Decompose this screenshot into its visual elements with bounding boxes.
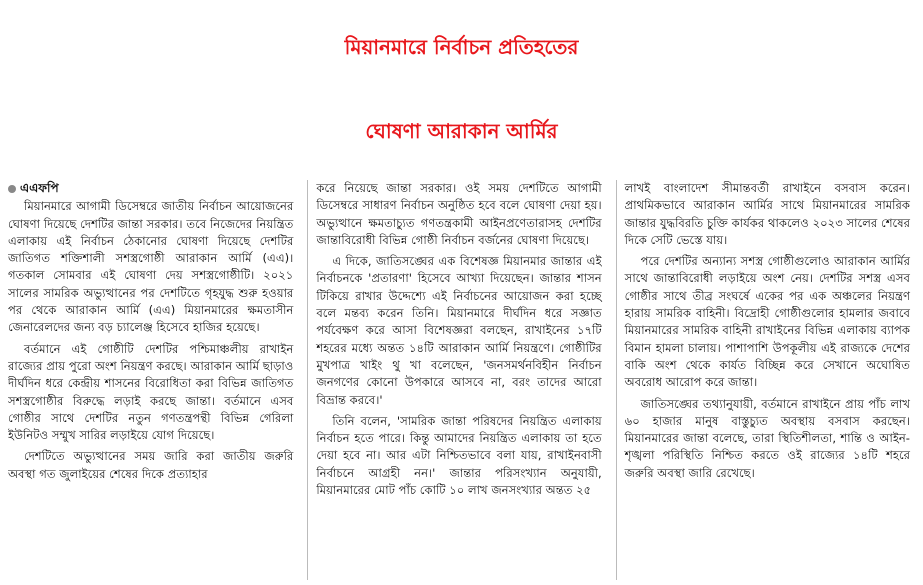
paragraph: দেশটিতে অভ্যুত্থানের সময় জারি করা জাতীয় জরুরি অবস্থা গত জুলাইয়ের শেষের দিকে প্রত্যাহার — [8, 449, 294, 481]
news-agency-label: এএফপি — [20, 181, 59, 195]
article-column-3 — [616, 180, 916, 580]
headline-line-2: ঘোষণা আরাকান আর্মির — [365, 119, 558, 143]
paragraph: করে নিয়েছে জান্তা সরকার। ওই সময় দেশটিতে আগামী ডিসেম্বরে সাধারণ নির্বাচন অনুষ্ঠিত হবে বলে ঘোষণা দেয়া হয়। অভ্যুত্থানে ক্ষমতাচ্যুত গণতন্ত্রকামী আইনপ্রণেতারাসহ দেশটির জান্তাবিরোধী বিভিন্ন গোষ্ঠী নির্বাচন বর্জনের ঘোষণা দিয়েছে। — [316, 181, 602, 247]
article-column-2 — [307, 180, 607, 580]
bullet-icon — [8, 185, 16, 193]
news-agency — [8, 180, 293, 197]
paragraph: বর্তমানে এই গোষ্ঠীটি দেশটির পশ্চিমাঞ্চলীয় রাখাইন রাজ্যের প্রায় পুরো অংশ নিয়ন্ত্রণ করছে। আরাকান আর্মি ছাড়াও দীর্ঘদিন ধরে কেন্দ্রীয় শাসনের বিরোধিতা করা বিভিন্ন জাতিগত সশস্ত্রগোষ্ঠীর বিরুদ্ধে লড়াই করছে জান্তা। বর্তমানে এসব গোষ্ঠীর সাথে দেশটির নতুন গণতন্ত্রপন্থী বিভিন্ন গেরিলা ইউনিটও সম্মুখ সারির লড়াইয়ে যোগ দিয়েছে। — [8, 341, 294, 443]
article-column-1 — [8, 180, 299, 580]
paragraph: জাতিসঙ্ঘের তথ্যানুযায়ী, বর্তমানে রাখাইনে প্রায় পাঁচ লাখ ৬০ হাজার মানুষ বাস্তুচ্যুত অবস্থায় বসবাস করছেন। মিয়ানমারের জান্তা বলেছে, তারা স্থিতিশীলতা, শান্তি ও আইন-শৃঙ্খলা পরিস্থিতি নিশ্চিত করতে ওই রাজ্যের ১৪টি শহরে জরুরি অবস্থা জারি রেখেছে। — [624, 396, 910, 480]
paragraph: মিয়ানমারে আগামী ডিসেম্বরে জাতীয় নির্বাচন আয়োজনের ঘোষণা দিয়েছে দেশটির জান্তা সরকার। তবে নিজেদের নিয়ন্ত্রিত এলাকায় এই নির্বাচন ঠেকানোর ঘোষণা দিয়েছে দেশটির জাতিগত শক্তিশালী সশস্ত্রগোষ্ঠী আরাকান আর্মি (এএ)। গতকাল সোমবার এই ঘোষণা দেয় সশস্ত্রগোষ্ঠীটি। ২০২১ সালের সামরিক অভ্যুত্থানের পর দেশটিতে গৃহযুদ্ধ শুরু হওয়ার পর থেকে আরাকান আর্মি (এএ) মিয়ানমারের ক্ষমতাসীন জেনারেলদের জন্য বড় চ্যালেঞ্জ হিসেবে হাজির হয়েছে। — [8, 199, 294, 335]
paragraph: এ দিকে, জাতিসঙ্ঘের এক বিশেষজ্ঞ মিয়ানমার জান্তার এই নির্বাচনকে 'প্রতারণা' হিসেবে আখ্যা দিয়েছেন। জান্তার শাসন টিকিয়ে রাখার উদ্দেশ্যে এই নির্বাচনের আয়োজন করা হচ্ছে বলে মন্তব্য করেন তিনি। মিয়ানমারে দীর্ঘদিন ধরে সজ্ঞাত পর্যবেক্ষণ করে আসা বিশেষজ্ঞরা বলছেন, রাখাইনের ১৭টি শহরের মধ্যে অন্তত ১৪টি আরাকান আর্মি নিয়ন্ত্রণে। গোষ্ঠীটির মুখপাত্র খাইং থু খা বলেছেন, 'জনসমর্থনবিহীন নির্বাচন জনগণের কোনো উপকারে আসবে না, বরং তাদের আরো বিভ্রান্ত করবে।' — [316, 254, 602, 407]
paragraph: লাখই বাংলাদেশ সীমান্তবর্তী রাখাইনে বসবাস করেন। প্রাথমিকভাবে আরাকান আর্মির সাথে মিয়ানমারের সামরিক জান্তার যুদ্ধবিরতি চুক্তি কার্যকর থাকলেও ২০২৩ সালের শেষের দিকে সেটি ভেস্তে যায়। — [624, 181, 910, 247]
paragraph: পরে দেশটির অন্যান্য সশস্ত্র গোষ্ঠীগুলোও আরাকান আর্মির সাথে জান্তাবিরোধী লড়াইয়ে অংশ নেয়। দেশটির সশস্ত্র এসব গোষ্ঠীর সাথে তীব্র সংঘর্ষে একের পর এক অঞ্চলের নিয়ন্ত্রণ হারায় সামরিক বাহিনী। বিদ্রোহী গোষ্ঠীগুলোর হামলার জবাবে মিয়ানমারের সামরিক বাহিনী রাখাইনের বিভিন্ন এলাকায় ব্যাপক বিমান হামলা চালায়। পাশাপাশি উপকূলীয় এই রাজ্যকে দেশের বাকি অংশ থেকে কার্যত বিচ্ছিন্ন করে সেখানে অঘোষিত অবরোধ আরোপ করে জান্তা। — [624, 254, 910, 390]
article-body — [8, 180, 916, 580]
headline-line-1: মিয়ানমারে নির্বাচন প্রতিহতের — [344, 35, 579, 59]
paragraph: তিনি বলেন, 'সামরিক জান্তা পরিষদের নিয়ন্ত্রিত এলাকায় নির্বাচন হতে পারে। কিন্তু আমাদের নিয়ন্ত্রিত এলাকায় তা হতে দেয়া হবে না। আর এটা নিশ্চিতভাবে বলা যায়, রাখাইনবাসী নির্বাচনে আগ্রহী নন।' জান্তার পরিসংখ্যান অনুযায়ী, মিয়ানমারের মোট পাঁচ কোটি ১০ লাখ জনসংখ্যার অন্তত ২৫ — [316, 413, 602, 498]
